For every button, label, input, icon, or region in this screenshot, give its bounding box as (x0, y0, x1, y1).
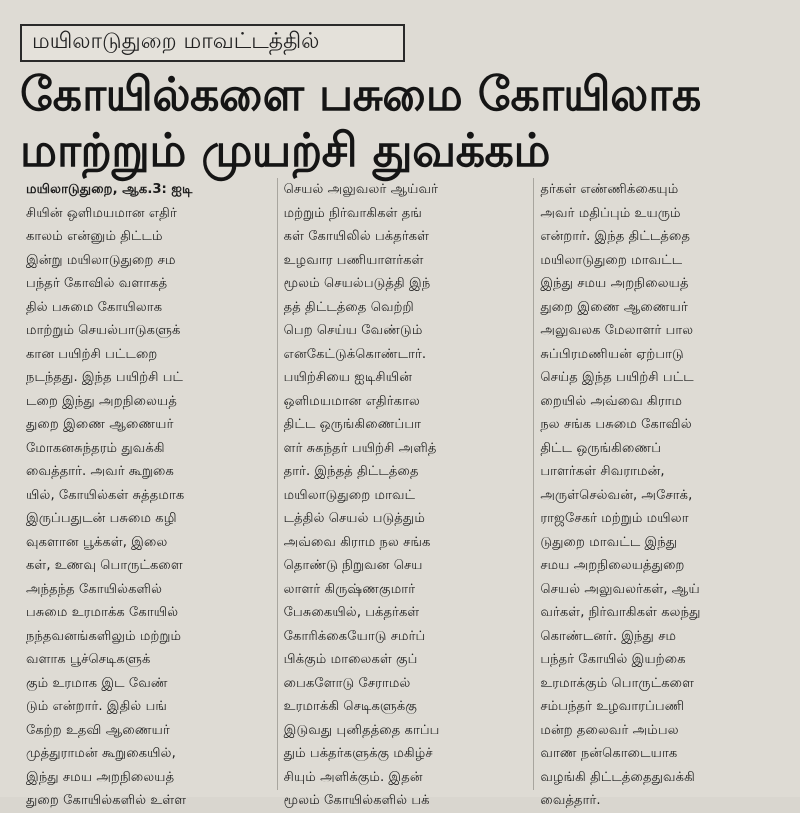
body-text-line: எனகேட்டுக்கொண்டார். (283, 346, 427, 362)
article-column-3 (533, 178, 790, 808)
body-text-line: நந்தவனங்களிலும் மற்றும் (26, 628, 182, 644)
body-text-line: தும் பக்தர்களுக்கு மகிழ்ச் (283, 746, 433, 761)
body-text-line: சம்பந்தர் உழவாரப்பணி (540, 699, 685, 714)
body-text-line: கும் உரமாக இட வேண் (26, 675, 168, 691)
body-text-line: செயல் அலுவலர் ஆய்வர் (283, 182, 439, 197)
body-text-line: பிக்கும் மாலைகள் குப் (283, 652, 418, 667)
body-text-line: சுப்பிரமணியன் ஏற்பாடு (540, 346, 684, 362)
body-text-line: உரமாக்கி செடிகளுக்கு (283, 699, 417, 714)
body-text-line: அவர் மதிப்பும் உயரும் (540, 205, 681, 221)
body-text-line: பந்தர் கோவில் வளாகத் (26, 276, 168, 291)
body-text-line: இந்து சமய அறநிலையத் (26, 769, 175, 785)
body-text-line: சியும் அளிக்கும். இதன் (283, 769, 423, 785)
body-text-line: தர்கள் எண்ணிக்கையும் (540, 182, 679, 197)
body-text-line: அந்தந்த கோயில்களில் (26, 581, 163, 597)
body-text-line: லாளர் கிருஷ்ணகுமார் (283, 581, 416, 597)
body-text-line: அலுவலக மேலாளர் பால (540, 323, 694, 338)
body-text-line: மயிலாடுதுறை மாவட்ட (540, 252, 683, 268)
article-kicker: மயிலாடுதுறை மாவட்டத்தில் (20, 24, 405, 62)
body-text-line: றையில் அவ்வை கிராம (540, 393, 683, 409)
body-text-line: துறை கோயில்களில் உள்ள (26, 793, 187, 808)
headline-line-1: கோயில்களை பசுமை கோயிலாக (20, 67, 701, 121)
body-text-line: பயிற்சியை ஐடிசியின் (283, 370, 413, 385)
body-text-line: தொண்டு நிறுவன செய (283, 558, 423, 573)
body-text-line: ளர் சுகந்தர் பயிற்சி அளித் (283, 440, 437, 456)
article-column-1 (20, 178, 277, 808)
body-text-line: மன்ற தலைவர் அம்பல (540, 722, 679, 738)
body-text-line: செய்த இந்த பயிற்சி பட்ட (540, 370, 694, 385)
body-text-line: வளாக பூச்செடிகளுக் (26, 652, 151, 667)
body-text-line: கள், உணவு பொருட்களை (26, 558, 183, 573)
article-body (20, 178, 790, 808)
body-text-line: செயல் அலுவலர்கள், ஆய் (540, 581, 700, 597)
body-text-line: மூலம் கோயில்களில் பக் (283, 793, 430, 808)
body-text-line: சியின் ஒளிமயமான எதிர் (26, 205, 177, 221)
body-text-line: வர்கள், நிர்வாகிகள் கலந்து (540, 605, 701, 620)
body-text-line: திட்ட ஒருங்கிணைப் (540, 440, 662, 456)
body-text-line: கள் கோயிலில் பக்தர்கள் (283, 229, 430, 244)
body-text-line: மோகனசுந்தரம் துவக்கி (26, 440, 165, 456)
body-text-line: வாண நன்கொடையாக (540, 746, 678, 761)
body-text-line: உழவார பணியாளர்கள் (283, 252, 424, 268)
body-text-line: திட்ட ஒருங்கிணைப்பா (283, 417, 422, 432)
body-text-line: டும் என்றார். இதில் பங் (26, 699, 167, 714)
body-text-line: அவ்வை கிராம நல சங்க (283, 534, 431, 550)
article-headline (20, 66, 780, 178)
body-text-line: பசுமை உரமாக்க கோயில் (26, 605, 179, 620)
body-text-line: டுதுறை மாவட்ட இந்து (540, 534, 678, 550)
body-text-line: என்றார். இந்த திட்டத்தை (540, 229, 691, 244)
body-text-line: டறை இந்து அறநிலையத் (26, 393, 177, 409)
body-text-line: நடந்தது. இந்த பயிற்சி பட் (26, 370, 184, 385)
body-text-line: மயிலாடுதுறை, ஆக.3: ஐடி (26, 182, 193, 197)
body-text-line: நல சங்க பசுமை கோவில் (540, 417, 692, 432)
body-text-line: தில் பசுமை கோயிலாக (26, 299, 163, 315)
body-text-line: தார். இந்தத் திட்டத்தை (283, 464, 419, 479)
body-text-line: பெற செய்ய வேண்டும் (283, 323, 423, 338)
body-text-line: இந்து சமய அறநிலையத் (540, 276, 689, 291)
body-text-line: பந்தர் கோயில் இயற்கை (540, 652, 686, 667)
body-text-line: வைத்தார். அவர் கூறுகை (26, 464, 174, 479)
body-text-line: கேற்ற உதவி ஆணையர் (26, 722, 170, 738)
body-text-line: பாளர்கள் சிவராமன், (540, 464, 665, 479)
body-text-line: தத் திட்டத்தை வெற்றி (283, 299, 414, 315)
body-text-line: யில், கோயில்கள் சுத்தமாக (26, 487, 185, 503)
body-text-line: இடுவது புனிதத்தை காப்ப (283, 722, 440, 738)
body-text-line: அருள்செல்வன், அசோக், (540, 487, 693, 503)
body-text-line: டத்தில் செயல் படுத்தும் (283, 511, 425, 526)
body-text-line: வுகளான பூக்கள், இலை (26, 534, 168, 550)
body-text-line: உரமாக்கும் பொருட்களை (540, 675, 695, 691)
body-text-line: கான பயிற்சி பட்டறை (26, 346, 158, 362)
body-text-line: ஒளிமயமான எதிர்கால (283, 393, 420, 409)
article-column-2 (277, 178, 534, 808)
body-text-line: பேசுகையில், பக்தர்கள் (283, 605, 420, 620)
body-text-line: மயிலாடுதுறை மாவட் (283, 487, 416, 503)
body-text-line: சமய அறநிலையத்துறை (540, 558, 685, 573)
body-text-line: துறை இணை ஆணையர் (26, 417, 174, 432)
body-text-line: காலம் என்னும் திட்டம் (26, 229, 163, 244)
body-text-line: மற்றும் நிர்வாகிகள் தங் (283, 205, 422, 221)
body-text-line: வழங்கி திட்டத்தைதுவக்கி (540, 769, 695, 785)
body-text-line: ராஜசேகர் மற்றும் மயிலா (540, 511, 689, 526)
body-text-line: வைத்தார். (540, 793, 601, 808)
body-text-line: பைகளோடு சேராமல் (283, 675, 411, 691)
headline-line-2: மாற்றும் முயற்சி துவக்கம் (20, 123, 550, 177)
body-text-line: மாற்றும் செயல்பாடுகளுக் (26, 323, 181, 338)
body-text-line: துறை இணை ஆணையர் (540, 299, 688, 315)
body-text-line: இருப்பதுடன் பசுமை கழி (26, 511, 177, 526)
body-text-line: கொண்டனர். இந்து சம (540, 628, 677, 644)
body-text-line: இன்று மயிலாடுதுறை சம (26, 252, 176, 268)
body-text-line: கோரிக்கையோடு சமர்ப் (283, 628, 426, 644)
body-text-line: முத்துராமன் கூறுகையில், (26, 746, 176, 761)
body-text-line: மூலம் செயல்படுத்தி இந் (283, 276, 431, 291)
